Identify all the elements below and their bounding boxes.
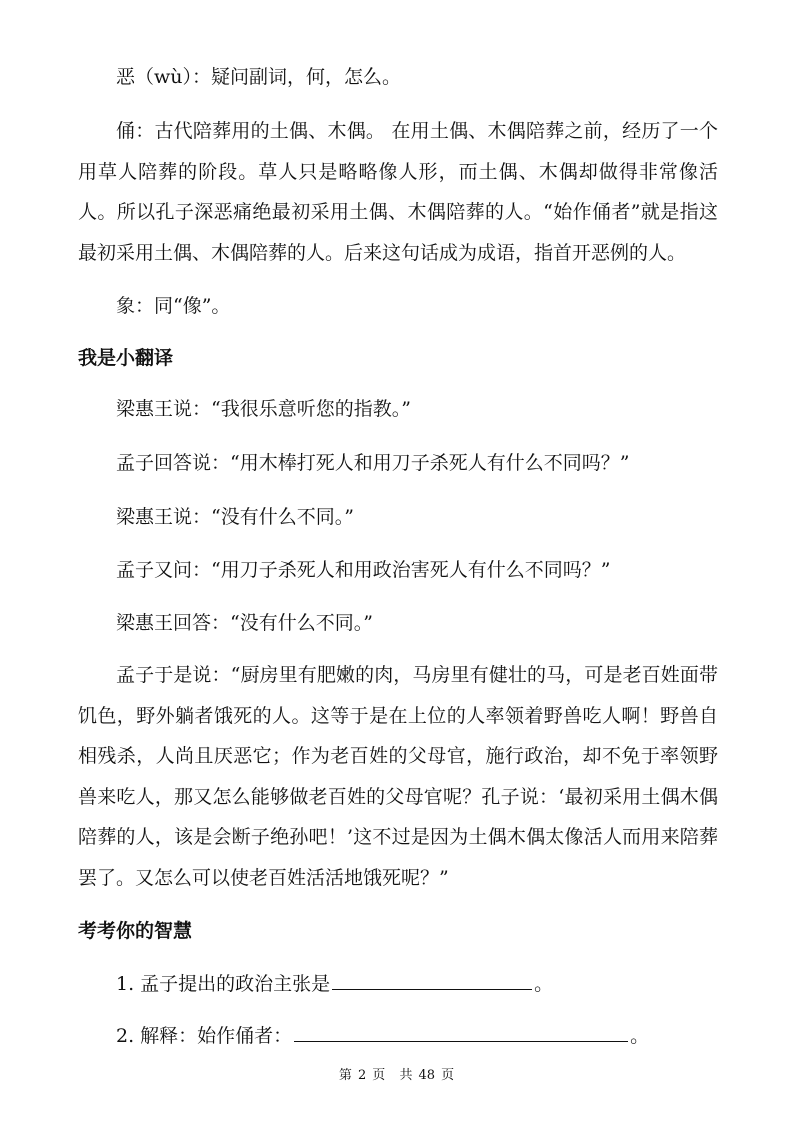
translation-final-paragraph: 孟子于是说：“厨房里有肥嫩的肉，马房里有健壮的马，可是老百姓面带饥色，野外躺者饿死的人。这等于是在上位的人率领着野兽吃人啊！野兽自相残杀，人尚且厌恶它；作为老百姓的父母官，施行政治，却不免于率领野兽来吃人，那又怎么能够做老百姓的父母官呢？孔子说：‘最初采用土偶木偶陪葬的人，该是会断子绝孙吧！’这不过是因为土偶木偶太像活人而用来陪葬罢了。又怎么可以使老百姓活活地饿死呢？” — [78, 664, 718, 889]
section-heading-quiz: 考考你的智慧 — [78, 920, 193, 942]
quiz-question-2-end: 。 — [630, 1025, 650, 1047]
answer-blank-2[interactable] — [294, 1023, 628, 1042]
footer-page-unit: 页 — [372, 1068, 386, 1083]
quiz-question-2 — [116, 1021, 649, 1051]
quiz-question-1-text: 1. 孟子提出的政治主张是 — [116, 973, 331, 995]
section-heading-translation: 我是小翻译 — [78, 347, 174, 369]
note-xiang: 象：同“像”。 — [116, 295, 231, 317]
footer-prefix: 第 — [338, 1068, 352, 1083]
translation-line-3: 梁惠王说：“没有什么不同。” — [116, 506, 354, 528]
answer-blank-1[interactable] — [332, 971, 532, 990]
note-yong: 俑：古代陪葬用的土偶、木偶。 在用土偶、木偶陪葬之前，经历了一个用草人陪葬的阶段。草人只是略略像人形，而土偶、木偶却做得非常像活人。所以孔子深恶痛绝最初采用土偶、木偶陪葬的人。“始作俑者”就是指这最初采用土偶、木偶陪葬的人。后来这句话成为成语，指首开恶例的人。 — [78, 120, 718, 264]
footer-total-pages: 48 — [418, 1068, 436, 1083]
footer-total-prefix: 共 — [399, 1068, 413, 1083]
page-footer — [0, 1066, 793, 1086]
translation-line-2: 孟子回答说：“用木棒打死人和用刀子杀死人有什么不同吗？” — [116, 452, 630, 474]
translation-line-4: 孟子又问：“用刀子杀死人和用政治害死人有什么不同吗？” — [116, 559, 611, 581]
translation-line-5: 梁惠王回答：“没有什么不同。” — [116, 612, 373, 634]
quiz-question-1-end: 。 — [534, 973, 554, 995]
quiz-question-1 — [116, 969, 553, 999]
footer-total-unit: 页 — [441, 1068, 455, 1083]
footer-page-number: 2 — [357, 1068, 367, 1083]
note-wu: 恶（wù）：疑问副词，何，怎么。 — [116, 66, 402, 88]
quiz-question-2-text: 2. 解释：始作俑者： — [116, 1025, 293, 1047]
translation-line-1: 梁惠王说：“我很乐意听您的指教。” — [116, 398, 411, 420]
